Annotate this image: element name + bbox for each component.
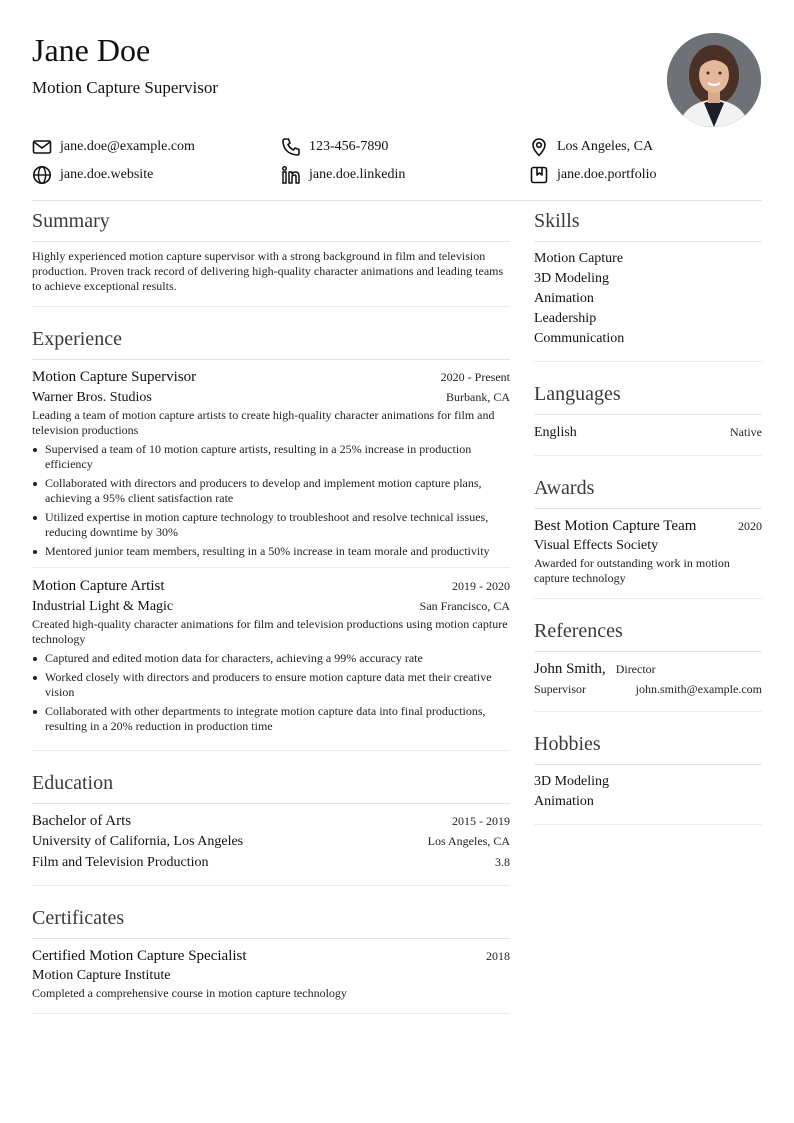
skills-heading: Skills bbox=[534, 201, 762, 242]
job-company: Warner Bros. Studios bbox=[32, 390, 152, 405]
right-column bbox=[534, 201, 762, 837]
job-entry bbox=[32, 367, 510, 559]
phone-icon bbox=[281, 137, 301, 157]
skills-section bbox=[534, 201, 762, 362]
job-description: Leading a team of motion capture artists to create high-quality character animations for film and television productions bbox=[32, 408, 495, 437]
references-heading: References bbox=[534, 611, 762, 652]
languages-heading: Languages bbox=[534, 374, 762, 415]
hobby-item: 3D Modeling bbox=[534, 774, 610, 789]
award-issuer: Visual Effects Society bbox=[534, 538, 659, 553]
skill-item: Leadership bbox=[534, 311, 597, 326]
contact-email[interactable] bbox=[32, 137, 195, 157]
experience-section bbox=[32, 319, 510, 751]
hobbies-section bbox=[534, 724, 762, 825]
reference-name: John Smith, bbox=[534, 661, 606, 677]
languages-section bbox=[534, 374, 762, 456]
contact-linkedin-text: jane.doe.linkedin bbox=[309, 167, 406, 182]
language-name: English bbox=[534, 425, 577, 440]
job-bullets bbox=[32, 651, 510, 734]
job-title: Motion Capture Supervisor bbox=[32, 369, 197, 385]
education-degree: Bachelor of Arts bbox=[32, 813, 132, 829]
awards-section bbox=[534, 468, 762, 599]
summary-heading: Summary bbox=[32, 201, 510, 242]
job-company: Industrial Light & Magic bbox=[32, 599, 174, 614]
award-name: Best Motion Capture Team bbox=[534, 518, 697, 534]
bookmark-icon bbox=[529, 165, 549, 185]
job-dates: 2019 - 2020 bbox=[452, 579, 510, 593]
job-location: Burbank, CA bbox=[446, 390, 510, 404]
skill-item: 3D Modeling bbox=[534, 271, 610, 286]
job-dates: 2020 - Present bbox=[440, 370, 510, 384]
reference-position: Supervisor bbox=[534, 682, 586, 696]
certificates-heading: Certificates bbox=[32, 898, 510, 939]
contact-portfolio[interactable] bbox=[529, 165, 657, 185]
hobbies-heading: Hobbies bbox=[534, 724, 762, 765]
education-heading: Education bbox=[32, 763, 510, 804]
education-location: Los Angeles, CA bbox=[427, 834, 510, 848]
certificate-year: 2018 bbox=[486, 949, 510, 963]
job-entry bbox=[32, 576, 510, 734]
skill-item: Motion Capture bbox=[534, 251, 624, 266]
job-description: Created high-quality character animations for film and television productions using motion capture technology bbox=[32, 617, 508, 646]
job-bullet: Mentored junior team members, resulting in a 50% increase in team morale and productivity bbox=[32, 544, 510, 559]
skill-item: Animation bbox=[534, 291, 594, 306]
education-school: University of California, Los Angeles bbox=[32, 834, 244, 849]
job-location: San Francisco, CA bbox=[419, 599, 510, 613]
candidate-name: Jane Doe bbox=[32, 32, 151, 68]
contact-website[interactable] bbox=[32, 165, 153, 185]
contact-linkedin[interactable] bbox=[281, 165, 405, 185]
reference-role: Director bbox=[615, 662, 656, 676]
contact-portfolio-text: jane.doe.portfolio bbox=[557, 167, 657, 182]
job-bullet: Collaborated with other departments to integrate motion capture data into final productions, resulting in a 20% reduction in production time bbox=[32, 704, 510, 734]
certificates-section bbox=[32, 898, 510, 1014]
contact-phone[interactable] bbox=[281, 137, 388, 157]
contact-website-text: jane.doe.website bbox=[60, 167, 154, 182]
location-icon bbox=[529, 137, 549, 157]
certificate-description: Completed a comprehensive course in motion capture technology bbox=[32, 986, 347, 1000]
contact-email-text: jane.doe@example.com bbox=[60, 139, 195, 154]
job-divider bbox=[32, 567, 510, 568]
education-section bbox=[32, 763, 510, 886]
language-level: Native bbox=[730, 425, 762, 439]
award-description: Awarded for outstanding work in motion capture technology bbox=[534, 556, 730, 585]
contact-location bbox=[529, 137, 653, 157]
certificate-issuer: Motion Capture Institute bbox=[32, 968, 171, 983]
left-column bbox=[32, 201, 510, 1026]
job-bullet: Utilized expertise in motion capture technology to troubleshoot and resolve technical issues, reducing downtime by 30% bbox=[32, 510, 510, 540]
linkedin-icon bbox=[281, 165, 301, 185]
globe-icon bbox=[32, 165, 52, 185]
award-year: 2020 bbox=[738, 519, 762, 533]
job-bullet: Supervised a team of 10 motion capture artists, resulting in a 25% increase in production efficiency bbox=[32, 442, 510, 472]
contact-location-text: Los Angeles, CA bbox=[557, 139, 654, 154]
mail-icon bbox=[32, 137, 52, 157]
contact-phone-text: 123-456-7890 bbox=[309, 139, 389, 154]
summary-text: Highly experienced motion capture supervisor with a strong background in film and television production. Proven track record of delivering high-quality character animations and leading teams to achieve exceptional results. bbox=[32, 249, 504, 293]
job-bullet: Collaborated with directors and producers to develop and implement motion capture plans, achieving a 95% client satisfaction rate bbox=[32, 476, 510, 506]
job-bullet: Captured and edited motion data for characters, achieving a 99% accuracy rate bbox=[32, 651, 510, 666]
summary-section bbox=[32, 201, 510, 307]
skill-item: Communication bbox=[534, 331, 625, 346]
candidate-title: Motion Capture Supervisor bbox=[32, 78, 219, 97]
certificate-name: Certified Motion Capture Specialist bbox=[32, 948, 247, 964]
education-dates: 2015 - 2019 bbox=[452, 814, 510, 828]
hobby-item: Animation bbox=[534, 794, 594, 809]
experience-heading: Experience bbox=[32, 319, 510, 360]
job-bullets bbox=[32, 442, 510, 559]
avatar bbox=[667, 33, 761, 127]
education-field: Film and Television Production bbox=[32, 855, 209, 870]
references-section bbox=[534, 611, 762, 712]
job-title: Motion Capture Artist bbox=[32, 578, 165, 594]
education-gpa: 3.8 bbox=[495, 855, 510, 869]
awards-heading: Awards bbox=[534, 468, 762, 509]
reference-email[interactable]: john.smith@example.com bbox=[635, 682, 762, 696]
job-bullet: Worked closely with directors and producers to ensure motion capture data met their creative vision bbox=[32, 670, 510, 700]
